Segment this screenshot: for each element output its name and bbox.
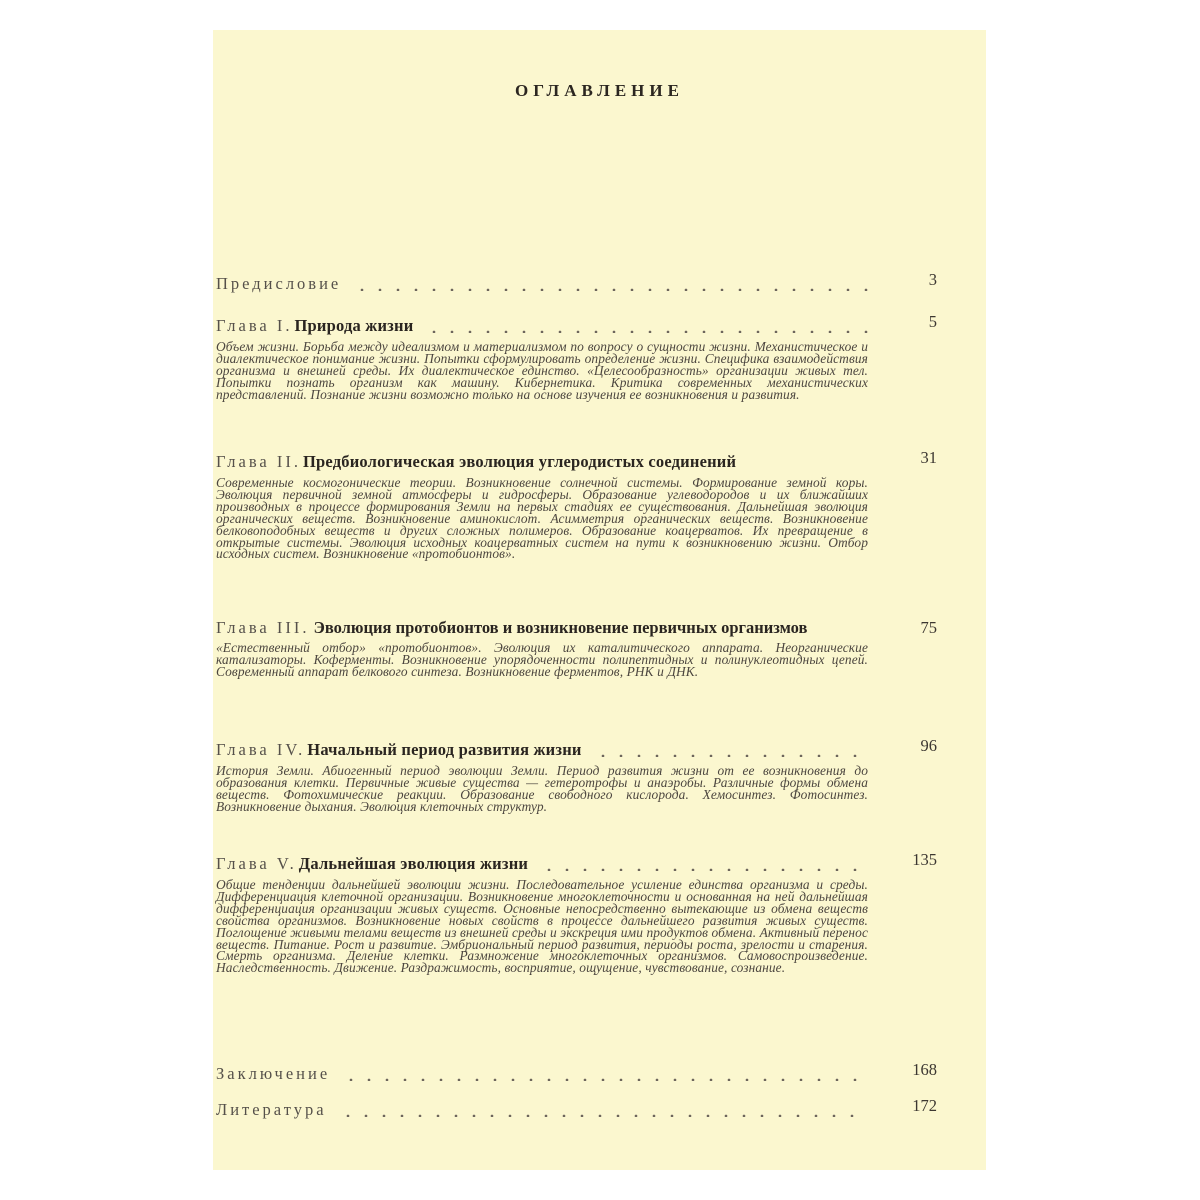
leader-dots <box>590 743 868 757</box>
toc-chapter-description: «Естественный отбор» «протобионтов». Эволюция их каталитического аппарата. Неорганические катализаторы. Коферменты. Возникновение упорядоченности полипептидных и полинуклеотидных цепей. Современный аппарат белкового синтеза. Возникновение ферментов, РНК и ДНК. <box>216 640 868 679</box>
toc-entry-chapter-1 <box>213 312 986 401</box>
toc-entry-chapter-4 <box>213 736 986 813</box>
toc-entry-head <box>216 850 868 874</box>
leader-dots <box>421 319 868 333</box>
toc-chapter-description: Объем жизни. Борьба между идеализмом и материализмом по вопросу о сущности жизни. Механистическое и диалектическое понимание жизни. Попытки сформулировать определение жизни. Специфика взаимодействия организма и внешней среды. Их диалектическое единство. «Целесообразность» организации живых тел. Попытки познать организм как машину. Кибернетика. Критика современных механистических представлений. Познание жизни возможно только на основе изучения ее возникновения и развития. <box>216 339 868 402</box>
page-title: ОГЛАВЛЕНИЕ <box>515 81 684 100</box>
toc-chapter-label: Глава III. <box>216 618 310 637</box>
toc-entry-head <box>216 618 868 637</box>
toc-entry-head <box>216 1096 868 1120</box>
toc-entry-chapter-5 <box>213 850 986 974</box>
toc-page-number: 135 <box>912 850 937 869</box>
toc-entry-chapter-3 <box>213 618 986 678</box>
leader-dots <box>335 1103 868 1117</box>
toc-entry-head <box>216 1060 868 1084</box>
toc-chapter-label: Глава V. <box>216 854 297 873</box>
toc-chapter-label: Глава II. <box>216 452 301 471</box>
toc-chapter-heading: Природа жизни <box>294 316 414 335</box>
toc-chapter-heading: Предбиологическая эволюция углеродистых соединений <box>303 452 737 471</box>
toc-chapter-heading: Дальнейшая эволюция жизни <box>298 854 529 873</box>
toc-page-number: 168 <box>912 1060 937 1079</box>
toc-page-number: 31 <box>920 448 937 467</box>
toc-chapter-label: Глава I. <box>216 316 293 335</box>
toc-entry-head <box>216 270 868 294</box>
toc-page-number: 5 <box>928 312 937 331</box>
toc-entry-label: Литература <box>216 1100 327 1119</box>
toc-entry-head <box>216 312 868 336</box>
toc-page-number: 75 <box>920 618 937 637</box>
toc-chapter-label: Глава IV. <box>216 740 306 759</box>
toc-entry-bibliography <box>213 1096 986 1120</box>
toc-chapter-description: Общие тенденции дальнейшей эволюции жизни. Последовательное усиление единства организма и среды. Дифференциация клеточной организации. Возникновение многоклеточности и основанная на ней дальнейшая дифференциация организации живых существ. Основные непосредственно вытекающие из обмена веществ свойства организмов. Возникновение новых свойств в процессе дальнейшего развития живых существ. Поглощение живыми телами веществ из внешней среды и экскреция ими продуктов обмена. Активный перенос веществ. Питание. Рост и развитие. Эмбриональный период развития, периоды роста, зрелости и старения. Смерть организма. Деление клетки. Размножение многоклеточных организмов. Самовоспроизведение. Наследственность. Движение. Раздражимость, восприятие, ощущение, чувствование, сознание. <box>216 877 868 976</box>
toc-entry-conclusion <box>213 1060 986 1084</box>
toc-page-number: 3 <box>928 270 937 289</box>
toc-entry-label: Заключение <box>216 1064 331 1083</box>
leader-dots <box>349 277 868 291</box>
leader-dots <box>338 1067 868 1081</box>
leader-dots <box>536 857 868 871</box>
toc-chapter-heading: Эволюция протобионтов и возникновение первичных организмов <box>313 618 808 637</box>
toc-chapter-description: История Земли. Абиогенный период эволюции Земли. Период развития жизни от ее возникновения до образования клетки. Первичные живые существа — гетеротрофы и анаэробы. Различные формы обмена веществ. Фотохимические реакции. Образование свободного кислорода. Хемосинтез. Фотосинтез. Возникновение дыхания. Эволюция клеточных структур. <box>216 763 868 814</box>
toc-page-number: 172 <box>912 1096 937 1115</box>
toc-page-number: 96 <box>920 736 937 755</box>
toc-chapter-description: Современные космогонические теории. Возникновение солнечной системы. Формирование земной коры. Эволюция первичной земной атмосферы и гидросферы. Образование углеводородов и их ближайших производных в процессе формирования Земли на первых стадиях ее существования. Дальнейшая эволюция органических веществ. Возникновение аминокислот. Асимметрия органических веществ. Возникновение белковоподобных веществ и других сложных полимеров. Образование коацерватов. Их превращение в открытые системы. Эволюция исходных коацерватных систем на пути к возникновению жизни. Отбор исходных систем. Возникновение «протобионтов». <box>216 475 868 562</box>
toc-chapter-heading: Начальный период развития жизни <box>307 740 582 759</box>
toc-entry-head <box>216 736 868 760</box>
toc-entry-head <box>216 448 868 472</box>
book-page <box>213 30 986 1170</box>
toc-entry-chapter-2 <box>213 448 986 560</box>
toc-entry-label: Предисловие <box>216 274 342 293</box>
toc-entry-preface <box>213 270 986 294</box>
